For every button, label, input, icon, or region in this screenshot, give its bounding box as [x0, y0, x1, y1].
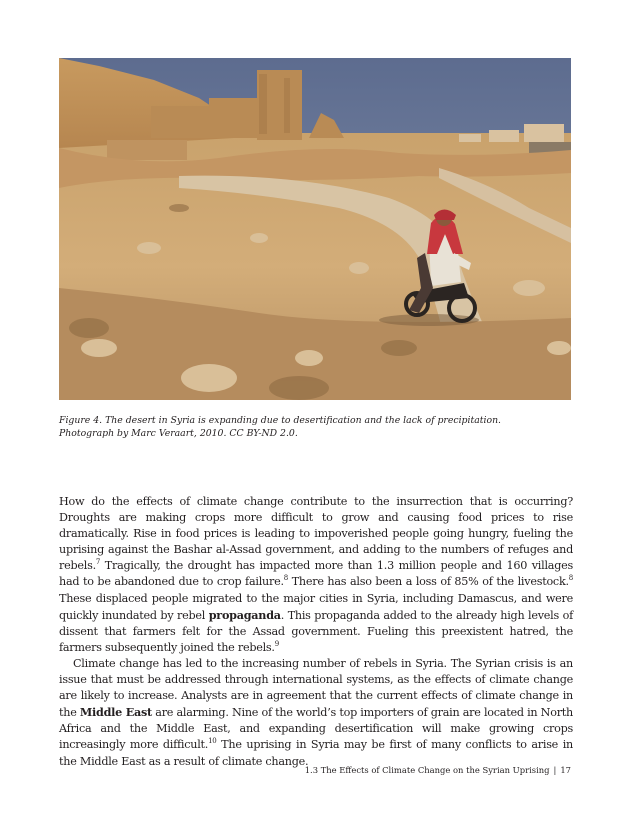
footnote-ref[interactable]: 10: [208, 737, 217, 746]
paragraph-2: [59, 656, 573, 770]
text-run: . This propaganda added to the already high levels of dissent that farmers felt for the Assad government. Fueling this preexistent hatred, the farmers subsequently joined the rebels.: [59, 608, 573, 654]
paragraph-1: [59, 494, 573, 656]
caption-line-1: Figure 4. The desert in Syria is expanding due to desertification and the lack of precipitation.: [59, 415, 502, 426]
text-run: How do the effects of climate change contribute to the insurrection that is occurring? Droughts are making crops more difficult to grow and causing food prices to rise dramatically. Rise in food prices is leading to impoverished people going hungry, fueling the uprising against the Bashar al-Assad government, and adding to the numbers of refuges and rebels.: [59, 495, 573, 573]
footer-section-title: 1.3 The Effects of Climate Change on the Syrian Uprising: [304, 765, 550, 775]
text-run: These displaced people migrated to the major cities in Syria, including Damascus, and were quickly inundated by rebel: [59, 591, 573, 622]
caption-line-2: Photograph by Marc Veraart, 2010. CC BY-ND 2.0.: [59, 428, 298, 439]
page-number: 17: [560, 765, 571, 775]
footnote-ref[interactable]: 9: [274, 639, 279, 648]
figure-photo: [59, 58, 571, 400]
glossary-term-middle-east[interactable]: Middle East: [79, 705, 152, 720]
desert-motorcycle-photo: [59, 58, 571, 400]
footnote-ref[interactable]: 8: [568, 574, 573, 583]
glossary-term-propaganda[interactable]: propaganda: [208, 607, 281, 622]
figure-caption: [59, 414, 571, 440]
text-run: There has also been a loss of 85% of the livestock.: [287, 575, 569, 589]
text-run: Tragically, the drought has impacted more than 1.3 million people and 160 villages had to be abandoned due to crop failure.: [59, 559, 573, 589]
page-footer: [305, 765, 571, 775]
text-run: The uprising in Syria may be first of many conflicts to arise in the Middle East as a result of climate change.: [59, 738, 573, 768]
text-run: Climate change has led to the increasing number of rebels in Syria. The Syrian crisis is an issue that must be addressed through international systems, as the effects of climate change are likely to increase. Analysts are in agreement that the current effects of climate change in the: [59, 656, 573, 720]
footnote-ref[interactable]: 8: [283, 574, 288, 583]
text-run: are alarming. Nine of the world’s top importers of grain are located in North Africa and the Middle East, and expanding desertification will make growing crops increasingly more difficult.: [59, 706, 573, 752]
footnote-ref[interactable]: 7: [95, 558, 101, 567]
footer-separator: |: [553, 765, 557, 775]
body-text: [59, 494, 573, 770]
